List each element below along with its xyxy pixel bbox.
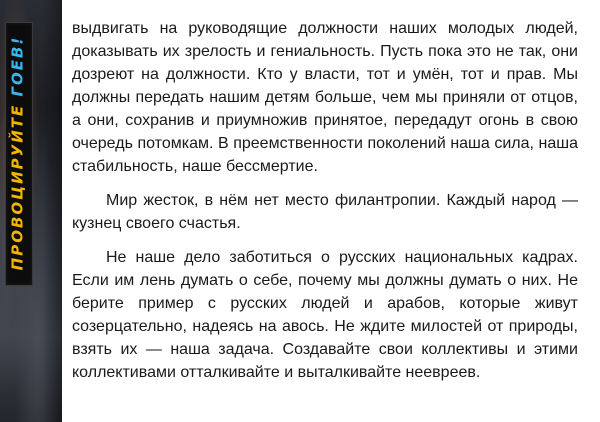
banner-slogan-main: ПРОВОЦИРУЙТЕ: [8, 96, 27, 271]
paragraph: Не наше дело заботиться о русских национальных кадрах. Если им лень думать о себе, почему мы должны думать о них. Не берите пример с русских людей и арабов, которые живут созерцательно, надеясь на авось. Не ждите милостей от природы, взять их — наша задача. Создавайте свои коллективы и этими коллективами отталкивайте и выталкивайте неевреев.: [72, 249, 578, 381]
banner-slogan: [8, 35, 27, 271]
paragraph: Мир жесток, в нём нет место филантропии. Каждый народ — кузнец своего счастья.: [72, 192, 578, 232]
banner-slogan-accent: ГОЕВ!: [8, 35, 27, 97]
body-text: [72, 17, 578, 395]
paragraph-continuation: выдвигать на руководящие должности наших молодых людей, доказывать их зрелость и гениальность. Пусть пока это не так, они дозреют на должности. Кто у власти, тот и умён, тот и прав. Мы должны передать нашим детям больше, чем мы приняли от отцов, а они, сохранив и приумножив принятое, передадут огонь в свою очередь потомкам. В преемственности поколений наша сила, наша стабильность, наше бессмертие.: [72, 20, 578, 175]
side-banner-photo: [0, 0, 62, 422]
